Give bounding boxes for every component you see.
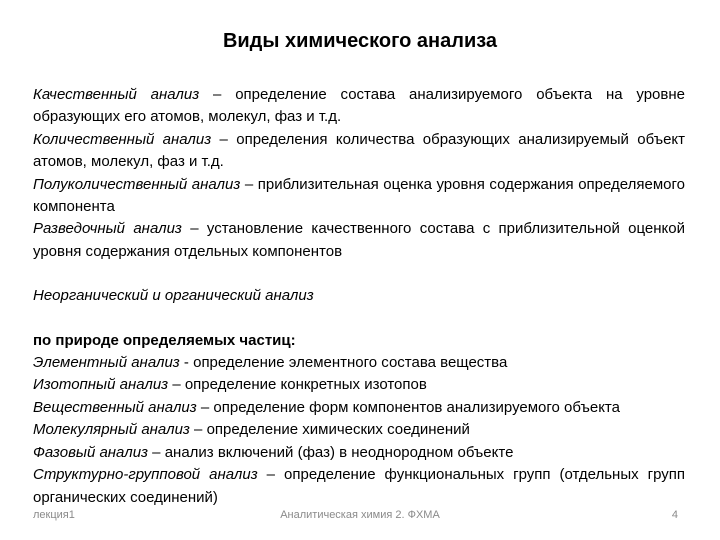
- definition-semiquantitative: [33, 174, 685, 219]
- definition-text: – определение состава анализируемого объекта на уровне образующих его атомов, молекул, фаз и т.д.: [33, 86, 685, 126]
- slide-content: [33, 84, 685, 509]
- particle-elemental: [33, 352, 685, 374]
- spacer: [33, 263, 685, 285]
- footer-lecture: лекция1: [33, 509, 75, 521]
- definition-term: Полуколичественный анализ: [33, 175, 241, 193]
- particle-isotopic: [33, 374, 685, 396]
- particle-text: - определение элементного состава вещества: [179, 354, 508, 372]
- particle-term: Молекулярный анализ: [33, 421, 190, 439]
- footer-course: Аналитическая химия 2. ФХМА: [280, 509, 440, 521]
- particle-term: Элементный анализ: [33, 354, 180, 372]
- section-inorganic-organic: Неорганический и органический анализ: [33, 287, 314, 305]
- particle-structural-group: [33, 464, 685, 509]
- particle-substance: [33, 397, 685, 419]
- particle-text: – определение функциональных групп (отдельных групп органических соединений): [33, 466, 686, 506]
- definition-term: Количественный анализ: [33, 130, 212, 148]
- footer-page-number: 4: [671, 509, 678, 521]
- slide-title: Виды химического анализа: [222, 30, 498, 52]
- particle-text: – определение химических соединений: [189, 421, 470, 439]
- particle-text: – определение форм компонентов анализируемого объекта: [196, 398, 620, 416]
- particle-text: – анализ включений (фаз) в неоднородном объекте: [148, 443, 514, 461]
- definition-exploratory: [33, 218, 685, 263]
- definition-text: – приблизительная оценка уровня содержания определяемого компонента: [33, 175, 685, 216]
- subheading-particles: по природе определяемых частиц:: [33, 331, 296, 349]
- spacer: [33, 308, 685, 330]
- particle-phase: [33, 442, 685, 464]
- particle-molecular: [33, 419, 685, 441]
- definition-text: – установление качественного состава с приблизительной оценкой уровня содержания отдельных компонентов: [33, 220, 685, 260]
- definition-quantitative: [33, 129, 685, 174]
- particle-text: – определение конкретных изотопов: [168, 376, 427, 394]
- definition-qualitative: [33, 84, 685, 129]
- particle-term: Вещественный анализ: [33, 398, 197, 416]
- particle-term: Фазовый анализ: [33, 443, 149, 461]
- definition-term: Разведочный анализ: [33, 220, 182, 238]
- definition-text: – определения количества образующих анализируемый объект атомов, молекул, фаз и т.д.: [33, 130, 686, 171]
- particle-term: Структурно-групповой анализ: [33, 466, 258, 484]
- particle-term: Изотопный анализ: [33, 376, 169, 394]
- definition-term: Качественный анализ: [33, 86, 200, 103]
